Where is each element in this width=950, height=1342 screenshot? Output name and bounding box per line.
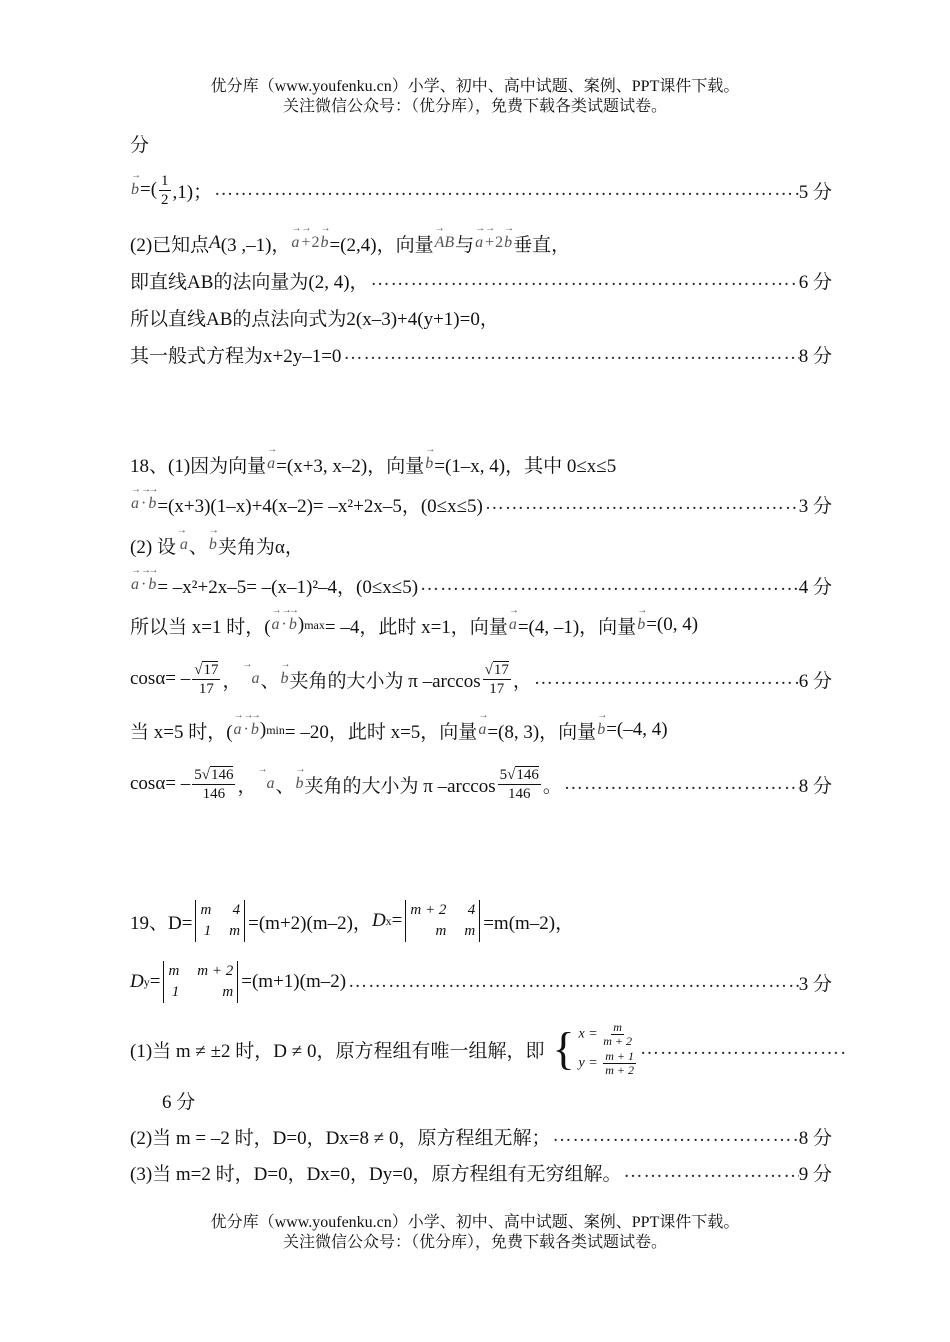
score: 6 分 <box>798 271 832 293</box>
score: 3 分 <box>798 973 832 995</box>
fraction-sqrt146: $\frac{5√146}{146}$ <box>499 766 539 802</box>
score: 6 分 <box>798 670 832 692</box>
q18-line4: → a → · → b = –x²+2x–5= –(x–1)²–4，(0≤x≤5) ………………………………………………………………………………………………………………………………………………………… 4 分 <box>130 565 832 605</box>
leader-dots <box>212 179 799 201</box>
q19-line5: (2)当 m = –2 时，D=0，Dx=8 ≠ 0，原方程组无解； ………………………………………………………………………………………………………………………………………………………… 8 分 <box>130 1116 832 1156</box>
q19-line1: 19、D= m 4 1 m =(m+2)(m–2)， D x = m + 2 4 m m =m(m–2)， <box>130 896 832 946</box>
leader-dots <box>418 574 799 596</box>
vector-b: → b <box>130 181 140 199</box>
leader-dots <box>621 1161 798 1183</box>
leader-dots <box>532 668 799 690</box>
score: 3 分 <box>798 495 832 517</box>
q17-part2: (2)已知点 A (3 ,–1)， → a → + 2 → b =(2,4)，向量 → AB 与 → a → + 2 → b 垂直， <box>130 223 832 263</box>
q17-fen: 分 <box>130 134 150 156</box>
score: 9 分 <box>798 1163 832 1185</box>
fraction-sqrt146: $\frac{5√146}{146}$ <box>194 766 234 802</box>
q17-point-normal: 所以直线AB的点法向式为2(x–3)+4(y+1)=0， <box>130 308 499 330</box>
header-line-1: 优分库（www.youfenku.cn）小学、初中、高中试题、案例、PPT课件下载。 <box>210 78 740 95</box>
score: 5 分 <box>798 181 832 203</box>
fraction-sqrt17: $\frac{√17}{17}$ <box>194 661 219 697</box>
fraction-sqrt17: $\frac{√17}{17}$ <box>484 661 509 697</box>
leader-dots <box>346 971 799 993</box>
q17-general: 其一般式方程为x+2y–1=0 ………………………………………………………………………………………………………………………………………………………… 8 分 <box>130 334 832 374</box>
page-footer <box>0 1213 950 1253</box>
determinant-Dx: m + 2 4 m m <box>405 900 480 942</box>
determinant-Dy: m m + 2 1 m <box>163 961 238 1003</box>
vector-b: → b <box>319 234 329 252</box>
q19-line2: D y = m m + 2 1 m =(m+1)(m–2) ………………………………………………………………………………………………………………………………………………………… 3 分 <box>130 957 832 1007</box>
leader-dots <box>638 1038 846 1060</box>
fraction-half: $\frac{1}{2}$ <box>161 172 169 208</box>
q18-line7: 当 x=5 时，( → a → · → b ) min = –20，此时 x=5，向量 → a =(8, 3)，向量 → b =(–4, 4) <box>130 710 832 750</box>
determinant-D: m 4 1 m <box>195 900 245 942</box>
solution-system: { x = $\frac{m}{m + 2}$ y = $\frac{m + 1}{m + 2}$ <box>552 1020 634 1077</box>
leader-dots <box>483 493 799 515</box>
q17-normal-vector: 即直线AB的法向量为(2, 4)， ………………………………………………………………………………………………………………………………………………………… 6 分 <box>130 260 832 300</box>
q18-line2: → a → · → b =(x+3)(1–x)+4(x–2)= –x²+2x–5，(0≤x≤5) ………………………………………………………………………………………………………………………………………………………… 3 分 <box>130 484 832 524</box>
q18-line1: 18、(1)因为向量 → a =(x+3, x–2)，向量 → b =(1–x, 4)，其中 0≤x≤5 <box>130 444 832 484</box>
q18-cos2: cosα= – $\frac{5√146}{146}$ ， → a 、 → b 夹角的大小为 π –arccos $\frac{5√146}{146}$ 。 ………………………………………………………………………………………………………………………………………………………… 8 分 <box>130 761 832 807</box>
q19-line6: (3)当 m=2 时，D=0，Dx=0，Dy=0，原方程组有无穷组解。 ………………………………………………………………………………………………………………………………………………………… 9 分 <box>130 1152 832 1192</box>
footer-line-2: 关注微信公众号：（优分库），免费下载各类试题试卷。 <box>282 1234 667 1251</box>
footer-line-1: 优分库（www.youfenku.cn）小学、初中、高中试题、案例、PPT课件下载。 <box>210 1214 740 1231</box>
q17-b-result: → b =( $\frac{1}{2}$ ,1)； ………………………………………………………………………………………………………………………………………………………… 5 分 <box>130 170 832 210</box>
q19-line3: (1)当 m ≠ ±2 时，D ≠ 0，原方程组有唯一组解，即 { x = $\frac{m}{m + 2}$ y = $\frac{m + 1}{m + 2}$ ………………………………………………………………………………………………………………………………………………………… <box>130 1022 846 1076</box>
leader-dots <box>341 343 798 365</box>
q18-line3: (2) 设 → a 、 → b 夹角为α， <box>130 525 832 565</box>
vector-a: → a <box>266 455 276 473</box>
score: 6 分 <box>162 1091 196 1113</box>
q18-cos1: cosα= – $\frac{√17}{17}$ ， → a 、 → b 夹角的大小为 π –arccos $\frac{√17}{17}$ ， ………………………………………………………………………………………………………………………………………………………… 6 分 <box>130 656 832 702</box>
leader-dots <box>369 269 799 291</box>
header-line-2: 关注微信公众号：（优分库），免费下载各类试题试卷。 <box>282 98 667 115</box>
score: 8 分 <box>798 775 832 797</box>
leader-dots <box>562 773 799 795</box>
page-header <box>0 77 950 117</box>
leader-dots <box>550 1125 798 1147</box>
vector-a: → a <box>290 234 300 252</box>
score: 4 分 <box>798 576 832 598</box>
score: 8 分 <box>798 345 832 367</box>
vector-AB: → AB <box>434 234 456 252</box>
q18-line5: 所以当 x=1 时，( → a → · → b ) max = –4，此时 x=1，向量 → a =(4, –1)，向量 → b =(0, 4) <box>130 605 832 645</box>
vector-b: → b <box>424 455 434 473</box>
score: 8 分 <box>798 1127 832 1149</box>
q19-score-6 <box>162 1080 832 1120</box>
